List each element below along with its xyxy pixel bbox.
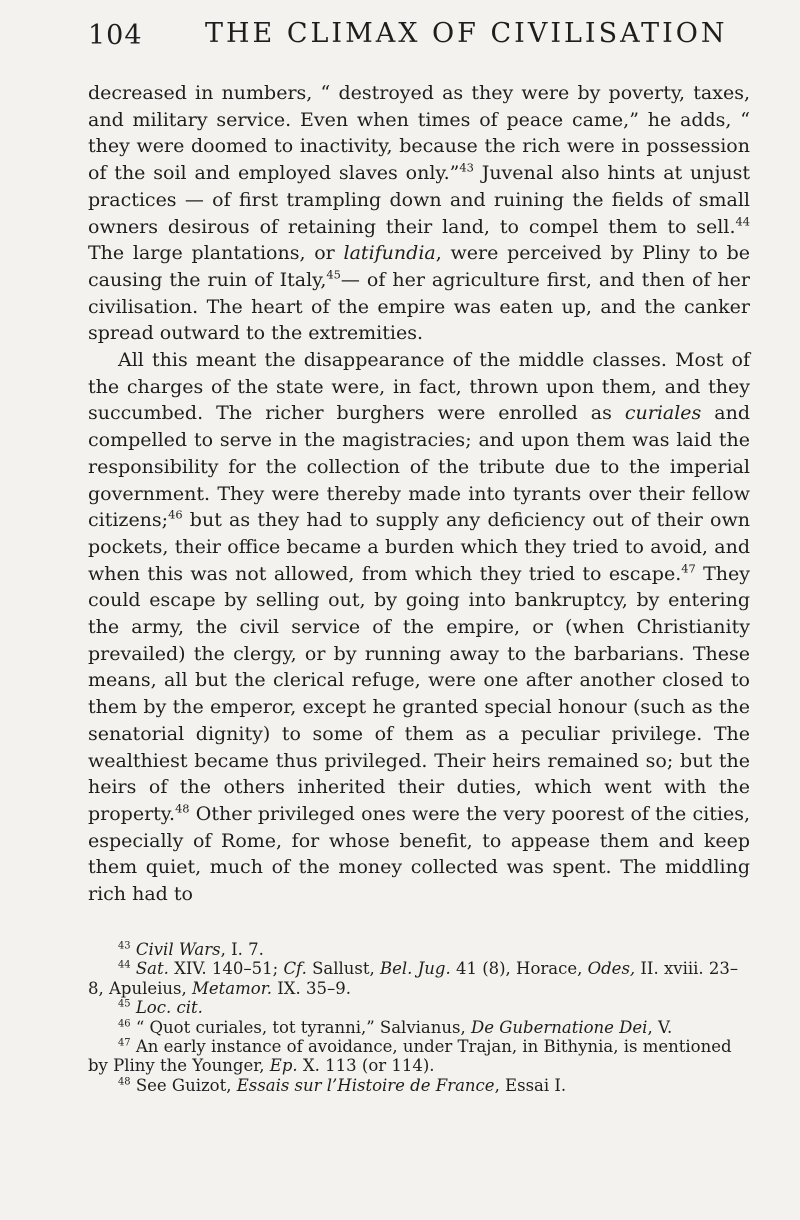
footnote-ref: 46 xyxy=(168,507,183,522)
footnote-ref: 45 xyxy=(326,267,341,282)
footnote: $^{47}$ An early instance of avoidance, under Trajan, in Bithynia, is mentioned by Pliny the Younger, Ep. X. 113 (or 114). xyxy=(88,1037,732,1076)
page-number: 104 xyxy=(88,20,143,51)
footnote-number: 43 xyxy=(118,940,131,952)
paragraph: decreased in numbers, “ destroyed as they were by poverty, taxes, and military service. Even when times of peace came,” he adds, “ they were doomed to inactivity, because the rich were in possession of the soil and employed slaves only.”$^{43}$ Juvenal also hints at unjust practices — of first trampling down and ruining the fields of small owners desirous of retaining their land, to compel them to sell.$^{44}$ The large plantations, or latifundia, were perceived by Pliny to be causing the ruin of Italy,$^{45}$— of her agriculture first, and then of her civilisation. The heart of the empire was eaten up, and the canker spread outward to the extremities. xyxy=(88,82,750,345)
footnote-ref: 43 xyxy=(459,160,474,175)
footnote-number: 46 xyxy=(118,1018,131,1030)
footnote-number: 44 xyxy=(118,959,131,971)
footnotes xyxy=(88,940,750,1095)
body-text xyxy=(88,80,750,908)
footnote-number: 45 xyxy=(118,998,131,1010)
running-title: THE CLIMAX OF CIVILISATION xyxy=(205,18,728,49)
footnote-ref: 44 xyxy=(735,214,750,229)
footnote: $^{48}$ See Guizot, Essais sur l’Histoire de France, Essai I. xyxy=(118,1075,567,1095)
footnote-number: 48 xyxy=(118,1076,131,1088)
page-header xyxy=(88,14,760,54)
footnote: $^{45}$ Loc. cit. xyxy=(118,998,203,1018)
footnote: $^{44}$ Sat. XIV. 140–51; Cf. Sallust, Bel. Jug. 41 (8), Horace, Odes, II. xviii. 23–8, Apuleius, Metamor. IX. 35–9. xyxy=(88,959,739,998)
footnote-number: 47 xyxy=(118,1037,131,1049)
footnote-ref: 47 xyxy=(681,561,696,576)
footnote-ref: 48 xyxy=(175,801,190,816)
paragraph: All this meant the disappearance of the middle classes. Most of the charges of the state were, in fact, thrown upon them, and they succumbed. The richer burghers were enrolled as curiales and compelled to serve in the magistracies; and upon them was laid the responsibility for the collection of the tribute due to the imperial government. They were thereby made into tyrants over their fellow citizens;$^{46}$ but as they had to supply any deficiency out of their own pockets, their office became a burden which they tried to avoid, and when this was not allowed, from which they tried to escape.$^{47}$ They could escape by selling out, by going into bankruptcy, by entering the army, the civil service of the empire, or (when Christianity prevailed) the clergy, or by running away to the barbarians. These means, all but the clerical refuge, were one after another closed to them by the emperor, except he granted special honour (such as the senatorial dignity) to some of them as a peculiar privilege. The wealthiest became thus privileged. Their heirs remained so; but the heirs of the others inherited their duties, which went with the property.$^{48}$ Other privileged ones were the very poorest of the cities, especially of Rome, for whose benefit, to appease them and keep them quiet, much of the money collected was spent. The middling rich had to xyxy=(88,349,750,906)
footnote: $^{46}$ “ Quot curiales, tot tyranni,” Salvianus, De Gubernatione Dei, V. xyxy=(118,1017,673,1037)
footnote: $^{43}$ Civil Wars, I. 7. xyxy=(118,940,264,959)
